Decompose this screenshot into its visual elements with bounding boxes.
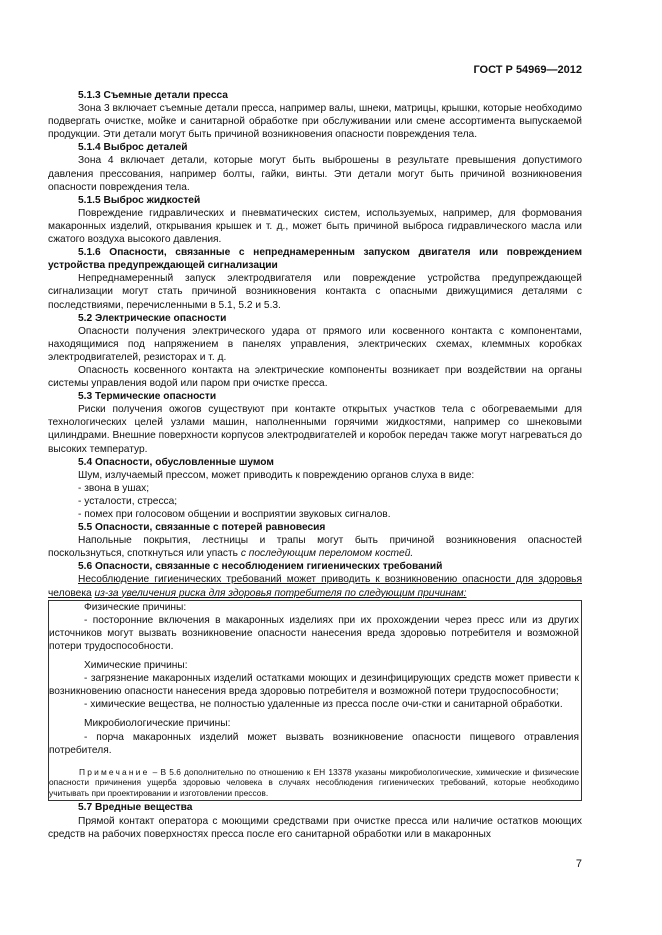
chemical-causes-title: Химические причины: — [84, 660, 188, 672]
section-5-6-text: Несоблюдение гигиенических требований может приводить к возникновению опасности для здоровья человека из-за увеличения риска для здоровья потребителя по следующим причинам: — [48, 574, 582, 599]
section-5-1-3-text: Зона 3 включает съемные детали пресса, например валы, шнеки, матрицы, крышки, которые необходимо подвергать очистке, мойке и санитарной обработке при обслуживании или смене ассортимента выпускаемой продукции. Эти детали могут быть причиной возникновения опасности повреждения тела. — [48, 103, 582, 141]
section-5-3-text: Риски получения ожогов существуют при контакте открытых участков тела с обогреваемыми для технологических целей узлами машин, наполненными горячими жидкостями, например со шнековыми цилиндрами. Внешние поверхности корпусов электродвигателей и коробок передач также могут нагреваться до высоких температур. — [48, 404, 582, 455]
section-5-6-title: 5.6 Опасности, связанные с несоблюдением гигиенических требований — [78, 561, 443, 573]
section-5-2-title: 5.2 Электрические опасности — [78, 312, 227, 324]
note-text: – В 5.6 дополнительно по отношению к ЕН 13378 указаны микробиологические, химические и физические опасности причинения ущерба здоровью человека в случаях несоблюдения гигиенических требований, которые необходимо учитывать при проектировании и изготовлении прессов. — [49, 766, 579, 798]
hygiene-causes-box — [48, 600, 582, 802]
document-body — [48, 89, 582, 841]
section-5-5-text: Напольные покрытия, лестницы и трапы могут быть причиной возникновения опасностей поскользнуться, споткнуться или упасть с последующим переломом костей. — [48, 535, 582, 560]
microbiological-causes-title: Микробиологические причины: — [84, 718, 231, 730]
physical-causes-title: Физические причины: — [84, 601, 187, 613]
section-5-6-italic: из-за увеличения риска для здоровья потребителя по следующим причинам: — [94, 587, 467, 599]
section-5-4-title: 5.4 Опасности, обусловленные шумом — [78, 456, 274, 468]
section-5-2-text-2: Опасность косвенного контакта на электрические компоненты возникает при воздействии на органы системы управления водой или паром при очистке пресса. — [48, 364, 582, 390]
section-5-1-5-text: Повреждение гидравлических и пневматических систем, используемых, например, для формования макаронных изделий, открывания крышек и т. д., может быть причиной выброса гидравлического масла или сжатого воздуха высокого давления. — [48, 207, 582, 246]
section-5-1-6-title: 5.1.6 Опасности, связанные с непреднамеренным запуском двигателя или повреждением устройства предупреждающей сигнализации — [48, 247, 582, 272]
section-5-5-title: 5.5 Опасности, связанные с потерей равновесия — [78, 522, 326, 534]
section-5-7-title: 5.7 Вредные вещества — [78, 802, 193, 814]
section-5-1-4-text: Зона 4 включает детали, которые могут быть выброшены в результате превышения допустимого давления прессования, например болты, гайки, винты. Эти детали могут быть причиной возникновения опасности повреждения тела. — [48, 155, 582, 193]
section-5-2-text-1: Опасности получения электрического удара от прямого или косвенного контакта с компонентами, находящимися под напряжением в панелях управления, электрических схемах, клеммных коробках электродвигателей, резисторах и т. д. — [48, 325, 582, 363]
section-5-4-item: - звона в ушах; — [78, 482, 150, 494]
section-5-1-6-text: Непреднамеренный запуск электродвигателя или повреждение устройства предупреждающей сигнализации могут стать причиной возникновения контакта с опасными движущимися деталями с последствиями, перечисленными в 5.1, 5.2 и 5.3. — [48, 273, 582, 311]
section-5-1-3-title: 5.1.3 Съемные детали пресса — [78, 90, 228, 101]
section-5-7-text: Прямой контакт оператора с моющими средствами при очистке пресса или наличие остатков моющих средств на рабочих поверхностях пресса после его санитарной обработки или в макаронных — [48, 815, 582, 840]
section-5-4-item: - усталости, стресса; — [78, 495, 178, 507]
section-5-1-4-title: 5.1.4 Выброс деталей — [78, 142, 188, 154]
section-5-1-5-title: 5.1.5 Выброс жидкостей — [78, 194, 201, 206]
note-label: Примечание — [79, 766, 150, 777]
microbiological-cause-item: - порча макаронных изделий может вызвать возникновение опасности пищевого отравления потребителя. — [49, 731, 579, 756]
section-5-5-italic: с последующим переломом костей. — [240, 548, 414, 560]
section-5-4-item: - помех при голосовом общении и восприятии звуковых сигналов. — [78, 509, 391, 520]
section-5-4-intro: Шум, излучаемый прессом, может приводить к повреждению органов слуха в виде: — [78, 469, 475, 481]
page-number: 7 — [575, 858, 582, 870]
note — [49, 767, 579, 799]
chemical-cause-item: - химические вещества, не полностью удаленные из пресса после очи-стки и санитарной обработки. — [84, 699, 563, 711]
document-header: ГОСТ Р 54969—2012 — [473, 64, 582, 76]
physical-cause-item: - посторонние включения в макаронных изделиях при их прохождении через пресс или из других источников могут вызвать возникновение опасности нанесения вреда здоровью потребителя и возможной потери трудоспособности. — [49, 614, 579, 652]
chemical-cause-item: - загрязнение макаронных изделий остатками моющих и дезинфицирующих средств может привести к возникновению опасности нанесения вреда здоровью потребителя и возможной потери трудоспособности; — [49, 673, 579, 698]
section-5-3-title: 5.3 Термические опасности — [78, 391, 217, 403]
